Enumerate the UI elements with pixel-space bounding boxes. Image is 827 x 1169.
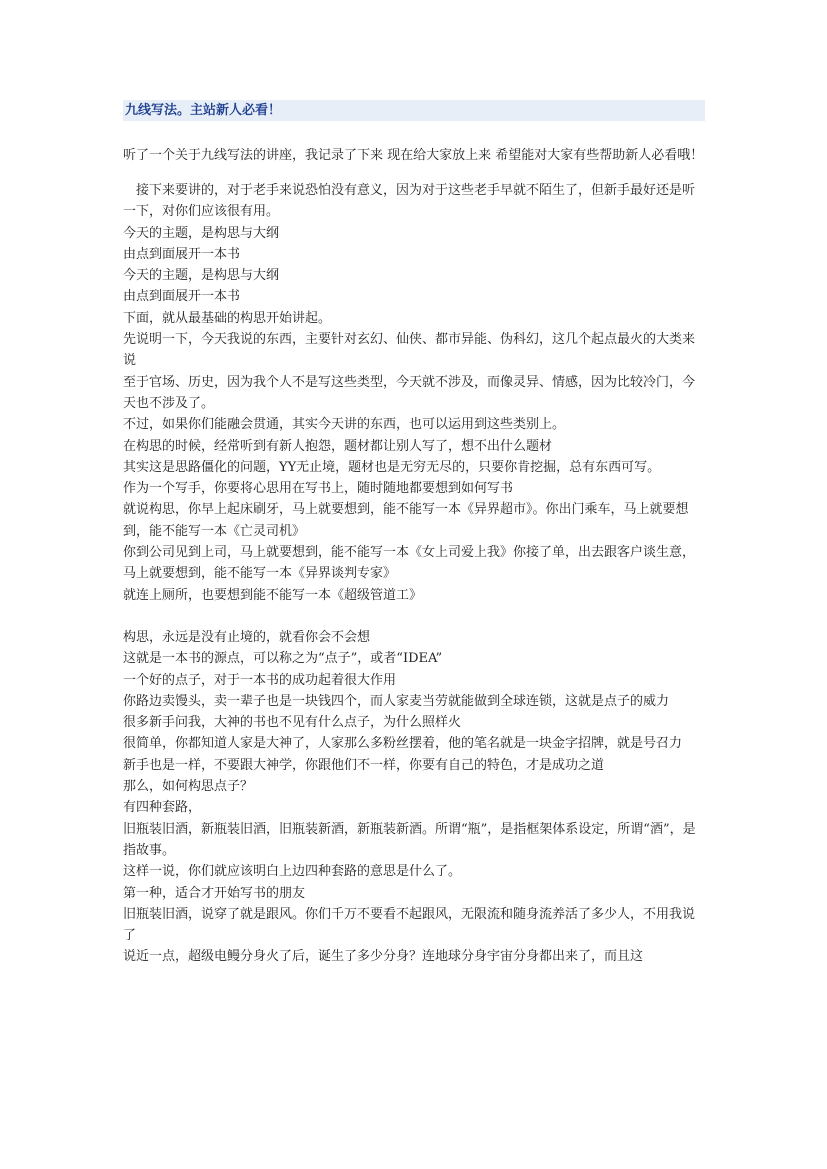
body-line: 先说明一下，今天我说的东西，主要针对玄幻、仙侠、都市异能、伪科幻，这几个起点最火的大类来说: [123, 332, 696, 369]
body-line: 下面，就从最基础的构思开始讲起。: [123, 310, 332, 326]
body-line: 由点到面展开一本书: [123, 246, 241, 262]
body-line: 这样一说，你们就应该明白上边四种套路的意思是什么了。: [123, 864, 462, 880]
intro-line: 听了一个关于九线写法的讲座，我记录了下来 现在给大家放上来 希望能对大家有些帮助新人必看哦！: [123, 148, 704, 163]
body-line: 在构思的时候，经常听到有新人抱怨，题材都让别人写了，想不出什么题材: [123, 438, 553, 454]
document-title: 九线写法。主站新人必看！: [123, 100, 705, 121]
body-line: 很多新手问我，大神的书也不见有什么点子，为什么照样火: [123, 715, 462, 731]
body-section-a: [123, 180, 705, 968]
body-line: 接下来要讲的，对于老手来说恐怕没有意义，因为对于这些老手早就不陌生了，但新手最好还是听一下，对你们应该很有用。: [123, 183, 696, 220]
body-line: 构思，永远是没有止境的，就看你会不会想: [123, 629, 371, 645]
body-line: 就连上厕所，也要想到能不能写一本《超级管道工》: [123, 587, 423, 603]
body-line: 新手也是一样，不要跟大神学，你跟他们不一样，你要有自己的特色，才是成功之道: [123, 757, 605, 773]
body-line: 其实这是思路僵化的问题，YY无止境，题材也是无穷无尽的，只要你肯挖掘，总有东西可写。: [123, 459, 661, 475]
body-line: 作为一个写手，你要将心思用在写书上，随时随地都要想到如何写书: [123, 481, 514, 497]
body-line: 今天的主题，是构思与大纲: [123, 268, 280, 284]
body-line: 不过，如果你们能融会贯通，其实今天讲的东西，也可以运用到这些类别上。: [123, 417, 566, 433]
body-line: 一个好的点子，对于一本书的成功起着很大作用: [123, 672, 397, 688]
body-line: 你到公司见到上司，马上就要想到，能不能写一本《女上司爱上我》你接了单，出去跟客户谈生意，马上就要想到，能不能写一本《异界谈判专家》: [123, 545, 696, 582]
body-line: 旧瓶装旧酒，说穿了就是跟风。你们千万不要看不起跟风，无限流和随身流养活了多少人，不用我说了: [123, 906, 696, 944]
body-line: 由点到面展开一本书: [123, 289, 241, 305]
body-line: 有四种套路，: [123, 800, 202, 816]
intro-paragraph: [123, 145, 705, 167]
body-line: 这就是一本书的源点，可以称之为“点子”，或者“IDEA”: [123, 651, 443, 667]
body-line: 今天的主题，是构思与大纲: [123, 225, 280, 241]
body-line: 很简单，你都知道人家是大神了，人家那么多粉丝摆着，他的笔名就是一块金字招牌，就是号召力: [123, 736, 683, 752]
body-line: 你路边卖馒头，卖一辈子也是一块钱四个，而人家麦当劳就能做到全球连锁，这就是点子的威力: [123, 693, 670, 709]
body-line: 那么，如何构思点子？: [123, 779, 254, 795]
body-line: 旧瓶装旧酒，新瓶装旧酒，旧瓶装新酒，新瓶装新酒。所谓“瓶”，是指框架体系设定，所谓“酒”，是指故事。: [123, 821, 696, 858]
body-line: 至于官场、历史，因为我个人不是写这些类型，今天就不涉及，而像灵异、情感，因为比较冷门，今天也不涉及了。: [123, 374, 696, 411]
paragraph-gap: [123, 606, 705, 627]
document-page: [123, 100, 705, 968]
body-line: 就说构思，你早上起床刷牙，马上就要想到，能不能写一本《异界超市》。你出门乘车，马上就要想到，能不能写一本《亡灵司机》: [123, 502, 689, 539]
body-line: 说近一点，超级电鳗分身火了后，诞生了多少分身？连地球分身宇宙分身都出来了，而且这: [123, 949, 644, 965]
body-line: 第一种，适合才开始写书的朋友: [123, 885, 306, 901]
